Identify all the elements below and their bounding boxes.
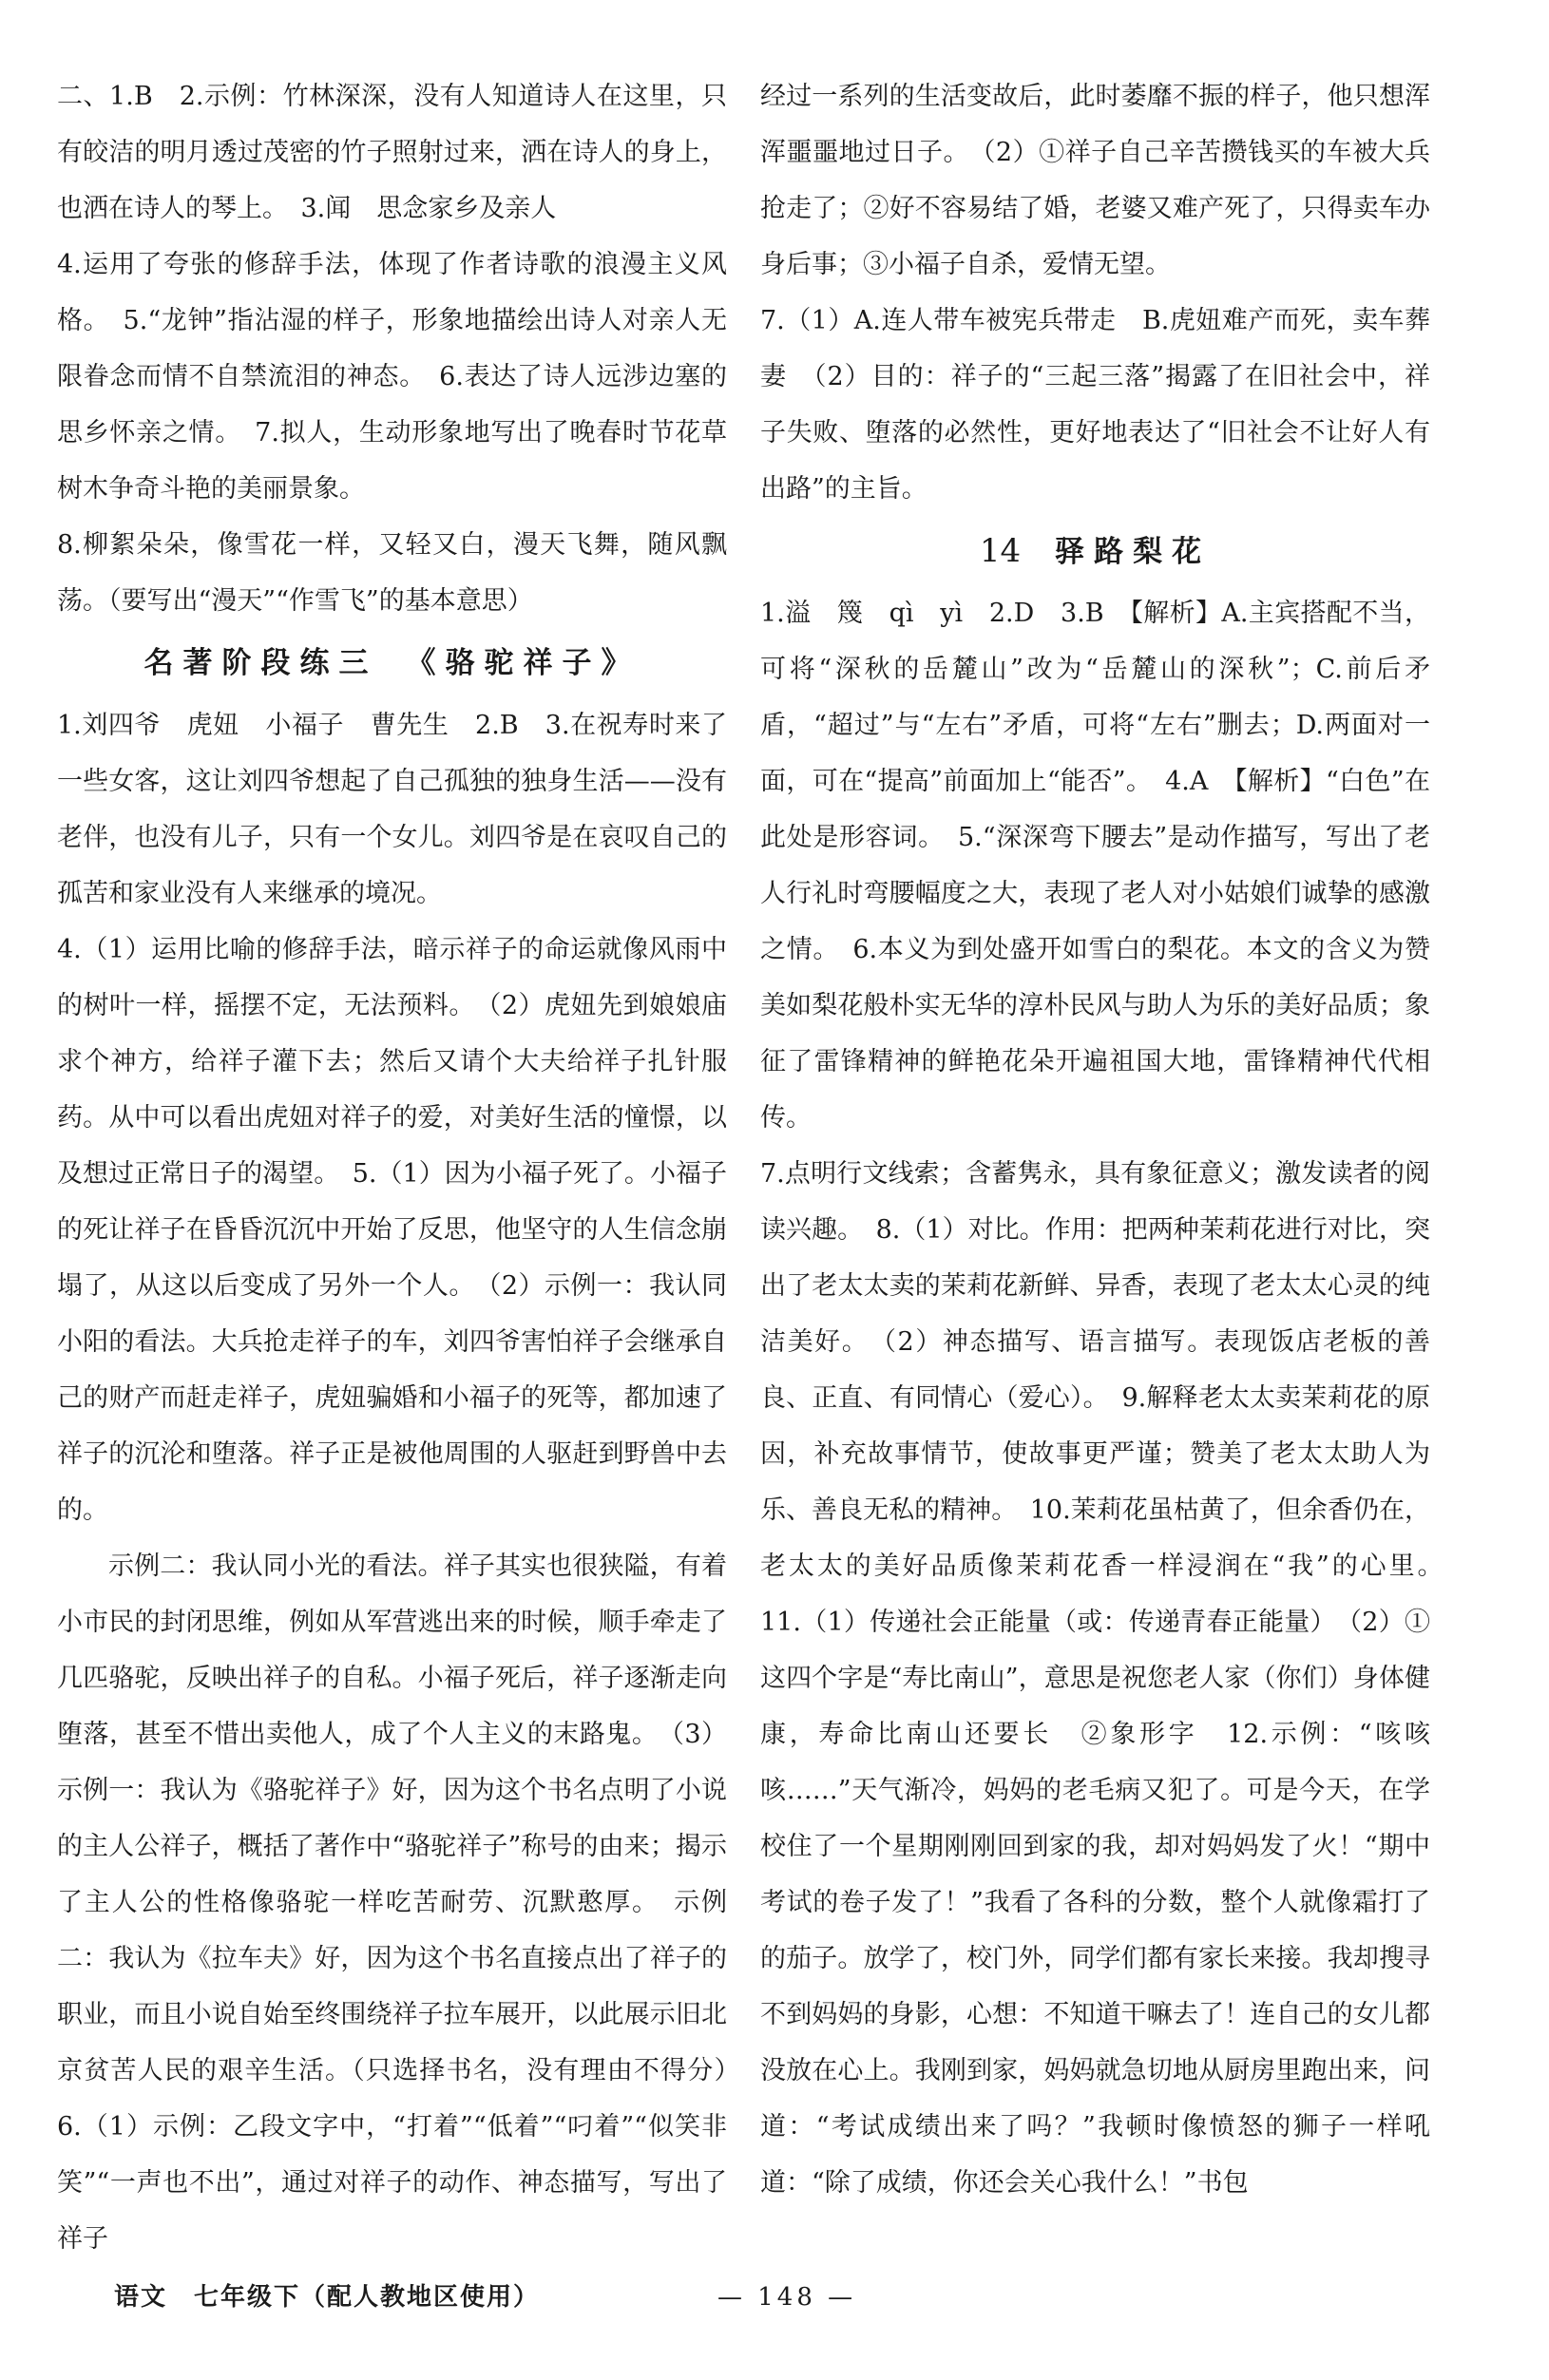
answer-paragraph: 经过一系列的生活变故后，此时萎靡不振的样子，他只想浑浑噩噩地过日子。 （2）①祥子自己辛苦攒钱买的车被大兵抢走了；②好不容易结了婚，老婆又难产死了，只得卖车办身后事；③小福子自杀，爱情无望。 [760,82,1430,279]
answer-paragraph: 示例二：我认同小光的看法。祥子其实也很狭隘，有着小市民的封闭思维，例如从军营逃出来的时候，顺手牵走了几匹骆驼，反映出祥子的自私。小福子死后，祥子逐渐走向堕落，甚至不惜出卖他人，成了个人主义的末路鬼。 （3）示例一：我认为《骆驼祥子》好，因为这个书名点明了小说的主人公祥子，概括了著作中“骆驼祥子”称号的由来；揭示了主人公的性格像骆驼一样吃苦耐劳、沉默憨厚。 示例二：我认为《拉车夫》好，因为这个书名直接点出了祥子的职业，而且小说自始至终围绕祥子拉车展开，以此展示旧北京贫苦人民的艰辛生活。（只选择书名，没有理由不得分） 6.（1）示例：乙段文字中，“打着”“低着”“叼着”“似笑非笑”“一声也不出”，通过对祥子的动作、神态描写，写出了祥子 [57,1552,753,2254]
answer-paragraph: 7.（1）A.连人带车被宪兵带走 B.虎妞难产而死，卖车葬妻 （2）目的：祥子的“三起三落”揭露了在旧社会中，祥子失败、堕落的必然性，更好地表达了“旧社会不让好人有出路”的主旨。 [760,306,1430,504]
answer-paragraph: 二、1.B 2.示例：竹林深深，没有人知道诗人在这里，只有皎洁的明月透过茂密的竹子照射过来，洒在诗人的身上，也洒在诗人的琴上。 3.闻 思念家乡及亲人 [57,82,727,223]
section-book: 《骆驼祥子》 [406,646,641,680]
answer-paragraph: 4.运用了夸张的修辞手法，体现了作者诗歌的浪漫主义风格。 5.“龙钟”指沾湿的样子，形象地描绘出诗人对亲人无限眷念而情不自禁流泪的神态。 6.表达了诗人远涉边塞的思乡怀亲之情。 7.拟人，生动形象地写出了晚春时节花草树木争奇斗艳的美丽景象。 [57,250,727,504]
section-title-luotuo [57,629,727,697]
section-number: 14 [979,532,1022,570]
section-title-lihua [760,517,1430,585]
answer-paragraph: 4.（1）运用比喻的修辞手法，暗示祥子的命运就像风雨中的树叶一样，摇摆不定，无法预料。 （2）虎妞先到娘娘庙求个神方，给祥子灌下去；然后又请个大夫给祥子扎针服药。从中可以看出虎妞对祥子的爱，对美好生活的憧憬，以及想过正常日子的渴望。 5.（1）因为小福子死了。小福子的死让祥子在昏昏沉沉中开始了反思，他坚守的人生信念崩塌了，从这以后变成了另外一个人。 （2）示例一：我认同小阳的看法。大兵抢走祥子的车，刘四爷害怕祥子会继承自己的财产而赶走祥子，虎妞骗婚和小福子的死等，都加速了祥子的沉沦和堕落。祥子正是被他周围的人驱赶到野兽中去的。 [57,935,727,1525]
answer-paragraph: 7.点明行文线索；含蓄隽永，具有象征意义；激发读者的阅读兴趣。 8.（1）对比。作用：把两种茉莉花进行对比，突出了老太太卖的茉莉花新鲜、异香，表现了老太太心灵的纯洁美好。 （2）神态描写、语言描写。表现饭店老板的善良、正直、有同情心（爱心）。 9.解释老太太卖茉莉花的原因，补充故事情节，使故事更严谨；赞美了老太太助人为乐、善良无私的精神。 10.茉莉花虽枯黄了，但余香仍在，老太太的美好品质像茉莉花香一样浸润在“我”的心里。 11.（1）传递社会正能量（或：传递青春正能量） （2）①这四个字是“寿比南山”，意思是祝您老人家（你们）身体健康，寿命比南山还要长 ②象形字 12.示例：“咳咳咳……”天气渐冷，妈妈的老毛病又犯了。可是今天，在学校住了一个星期刚刚回到家的我，却对妈妈发了火！“期中考试的卷子发了！”我看了各科的分数，整个人就像霜打了的茄子。放学了，校门外，同学们都有家长来接。我却搜寻不到妈妈的身影，心想：不知道干嘛去了！连自己的女儿都没放在心上。我刚到家，妈妈就急切地从厨房里跑出来，问道：“考试成绩出来了吗？”我顿时像愤怒的狮子一样吼道：“除了成绩，你还会关心我什么！”书包 [760,1159,1456,2198]
section-name: 驿路梨花 [1055,535,1212,569]
section-label: 名著阶段练三 [143,646,378,680]
answer-paragraph: 8.柳絮朵朵，像雪花一样，又轻又白，漫天飞舞，随风飘荡。（要写出“漫天”“作雪飞”的基本意思） [57,530,727,616]
left-column [57,68,753,2267]
page-footer [57,2278,1492,2316]
answer-paragraph: 1.溢 篾 qì yì 2.D 3.B 【解析】A.主宾搭配不当，可将“深秋的岳麓山”改为“岳麓山的深秋”；C.前后矛盾，“超过”与“左右”矛盾，可将“左右”删去；D.两面对一面，可在“提高”前面加上“能否”。 4.A 【解析】“白色”在此处是形容词。 5.“深深弯下腰去”是动作描写，写出了老人行礼时弯腰幅度之大，表现了老人对小姑娘们诚挚的感激之情。 6.本义为到处盛开如雪白的梨花。本文的含义为赞美如梨花般朴实无华的淳朴民风与助人为乐的美好品质；象征了雷锋精神的鲜艳花朵开遍祖国大地，雷锋精神代代相传。 [760,599,1430,1133]
page-number: — 148 — [717,2283,857,2312]
answer-paragraph: 1.刘四爷 虎妞 小福子 曹先生 2.B 3.在祝寿时来了一些女客，这让刘四爷想起了自己孤独的独身生活——没有老伴，也没有儿子，只有一个女儿。刘四爷是在哀叹自己的孤苦和家业没有人来继承的境况。 [57,711,727,908]
right-column [760,68,1456,2211]
footer-subject: 语文 七年级下（配人教地区使用） [114,2283,541,2312]
